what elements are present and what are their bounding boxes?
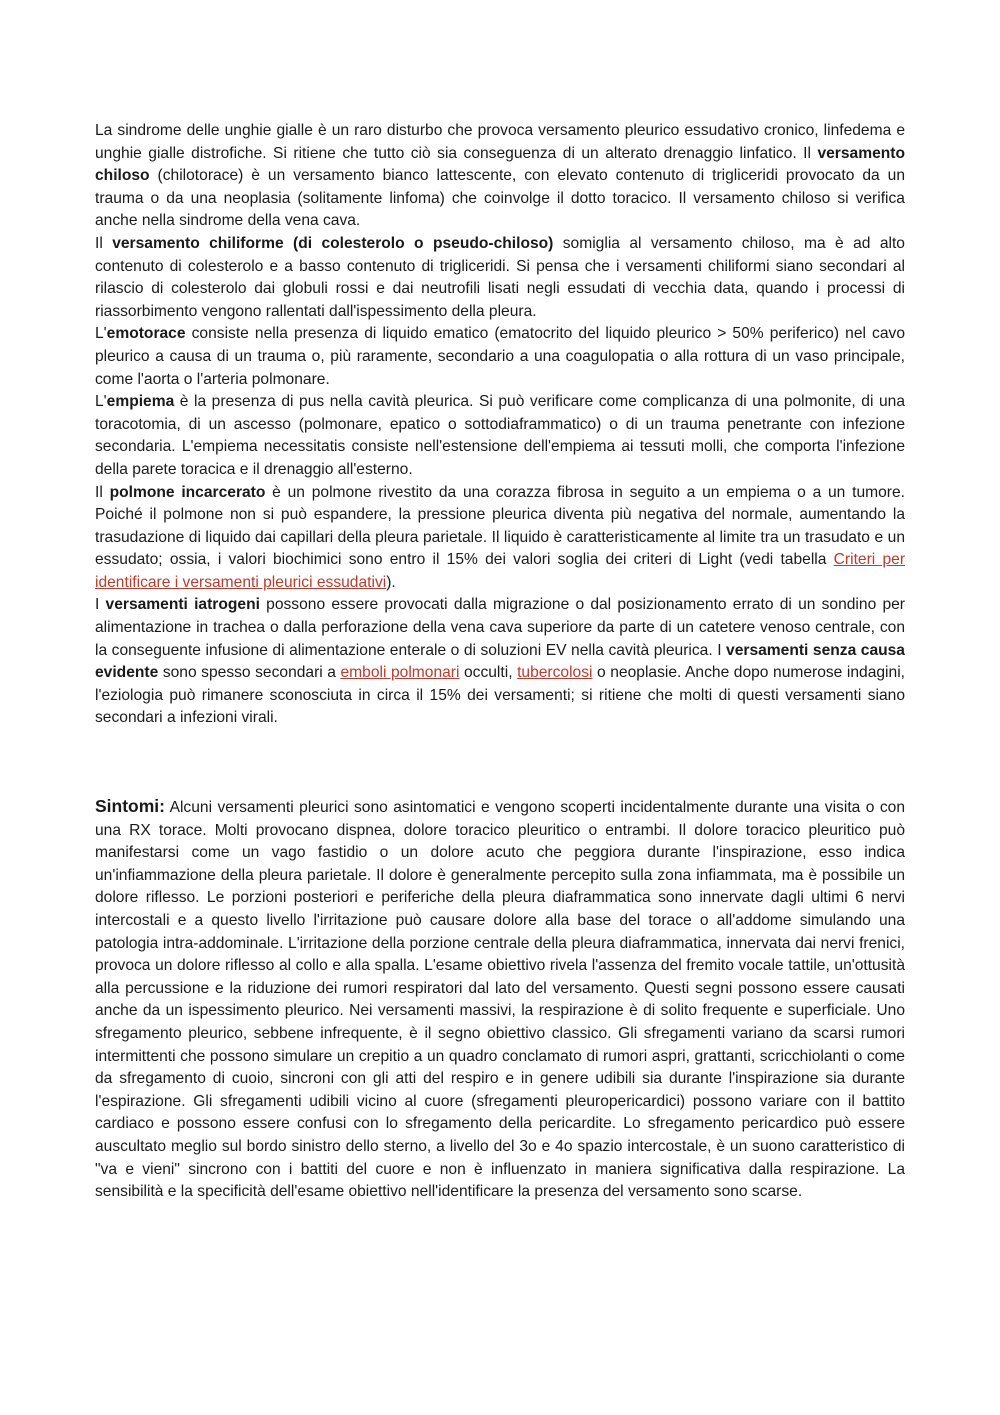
link-tubercolosi[interactable]: tubercolosi (517, 664, 593, 682)
paragraph-empyema (95, 391, 905, 481)
text: è un polmone rivestito da una corazza fibrosa in seguito a un empiema o a un tumore. Poiché il polmone non si può espandere, la pressione pleurica diventa più negativa del normale, aumentando la trasudazione di liquido dai capillari della pleura parietale. Il liquido è caratteristicamente al limite tra un trasudato e un essudato; ossia, i valori biochimici sono entro il 15% dei valori soglia dei criteri di Light (vedi tabella (95, 483, 905, 569)
text: sono spesso secondari a (158, 664, 341, 682)
text: L' (95, 393, 107, 411)
text: occulti, (459, 664, 518, 682)
term-emotorace: emotorace (106, 325, 186, 343)
text: o neoplasie. Anche dopo numerose indagini, l'eziologia può rimanere sconosciuta in circa il 15% dei versamenti; si ritiene che molti di questi versamenti siano secondari a infezioni virali. (95, 664, 905, 727)
term-versamenti-senza-causa: versamenti senza causa evidente (95, 641, 905, 682)
text: è la presenza di pus nella cavità pleurica. Si può verificare come complicanza di una polmonite, di una toracotomia, di un ascesso (polmonare, epatico o sottodiaframmatico) o di un trauma penetrante con infezione secondaria. L'empiema necessitatis consiste nell'estensione dell'empiema ai tessuti molli, che comporta l'infezione della parete toracica e il drenaggio all'esterno. (95, 393, 905, 478)
link-emboli-polmonari[interactable]: emboli polmonari (340, 664, 460, 682)
text: possono essere provocati dalla migrazione o dal posizionamento errato di un sondino per alimentazione in trachea o dalla perforazione della vena cava superiore da parte di un catetere venoso centrale, con la conseguente infusione di alimentazione enterale o di soluzioni EV nella cavità pleurica. I (95, 596, 905, 659)
paragraph-symptoms (95, 795, 905, 1204)
paragraph-trapped-lung (95, 482, 905, 595)
text: La sindrome delle unghie gialle è un raro disturbo che provoca versamento pleurico essudativo cronico, linfedema e unghie gialle distrofiche. Si ritiene che tutto ciò sia conseguenza di un alterato drenaggio linfatico. Il (95, 122, 905, 162)
text: consiste nella presenza di liquido ematico (ematocrito del liquido pleurico > 50% periferico) nel cavo pleurico a causa di un trauma o, più raramente, secondario a una coagulopatia o alla rottura di un vaso principale, come l'aorta o l'arteria polmonare. (95, 325, 905, 388)
paragraph-iatrogenic (95, 594, 905, 730)
paragraph-yellow-nail-chylous (95, 120, 905, 233)
link-criteri-versamenti[interactable]: Criteri per identificare i versamenti pleurici essudativi (95, 551, 906, 591)
text: L' (95, 325, 107, 343)
text: (chilotorace) è un versamento bianco lattescente, con elevato contenuto di trigliceridi provocato da un trauma o da una neoplasia (solitamente linfoma) che coinvolge il dotto toracico. Il versamento chiloso si verifica anche nella sindrome della vena cava. (95, 167, 905, 230)
term-versamento-chiloso: versamento chiloso (95, 144, 905, 185)
text: ). (386, 573, 396, 591)
term-versamenti-iatrogeni: versamenti iatrogeni (105, 596, 260, 614)
paragraph-hemothorax (95, 323, 905, 391)
symptoms-section (95, 795, 905, 1204)
body-text-block (95, 120, 905, 730)
text: Il (95, 234, 113, 252)
term-empiema: empiema (106, 393, 175, 411)
text: I (95, 596, 106, 614)
section-heading-sintomi: Sintomi: (95, 796, 165, 816)
paragraph-chyliform (95, 233, 905, 323)
term-versamento-chiliforme: versamento chiliforme (di colesterolo o pseudo-chiloso) (112, 234, 554, 252)
term-polmone-incarcerato: polmone incarcerato (109, 483, 266, 501)
text: Il (95, 483, 110, 501)
text: Alcuni versamenti pleurici sono asintomatici e vengono scoperti incidentalmente durante una visita o con una RX torace. Molti provocano dispnea, dolore toracico pleuritico o entrambi. Il dolore toracico pleuritico può manifestarsi come un vago fastidio o un dolore acuto che peggiora durante l'inspirazione, esso indica un'infiammazione della pleura parietale. Il dolore è generalmente percepito sulla zona infiammata, ma è possibile un dolore riflesso. Le porzioni posteriori e periferiche della pleura diaframmatica sono innervate dagli ultimi 6 nervi intercostali e a questo livello l'irritazione può causare dolore alla base del torace o all'addome simulando una patologia intra-addominale. L'irritazione della porzione centrale della pleura diaframmatica, innervata dai nervi frenici, provoca un dolore riflesso al collo e alla spalla. L'esame obiettivo rivela l'assenza del fremito vocale tattile, un'ottusità alla percussione e la riduzione dei rumori respiratori dal lato del versamento. Questi segni possono essere causati anche da un ispessimento pleurico. Nei versamenti massivi, la respirazione è di solito frequente e superficiale. Uno sfregamento pleurico, sebbene infrequente, è il segno obiettivo classico. Gli sfregamenti variano da scarsi rumori intermittenti che possono simulare un crepitio a un quadro conclamato di rumori aspri, grattanti, scricchiolanti o come da sfregamento di cuoio, sincroni con gli atti del respiro e in genere udibili sia durante l'inspirazione sia durante l'espirazione. Gli sfregamenti udibili vicino al cuore (sfregamenti pleuropericardici) possono variare con il battito cardiaco e possono essere confusi con lo sfregamento della pericardite. Lo sfregamento pericardico può essere auscultato meglio sul bordo sinistro dello sterno, a livello del 3o e 4o spazio intercostale, è un suono caratteristico di "va e vieni" sincrono con i battiti del cuore e non è influenzato in maniera significativa dalla respirazione. La sensibilità e la specificità dell'esame obiettivo nell'identificare la presenza del versamento sono scarse. (95, 799, 905, 1201)
text: somiglia al versamento chiloso, ma è ad alto contenuto di colesterolo e a basso contenuto di trigliceridi. Si pensa che i versamenti chiliformi siano secondari al rilascio di colesterolo dai globuli rossi e dai neutrofili lisati negli essudati di vecchia data, quando i processi di riassorbimento vengono rallentati dall'ispessimento della pleura. (95, 234, 905, 320)
